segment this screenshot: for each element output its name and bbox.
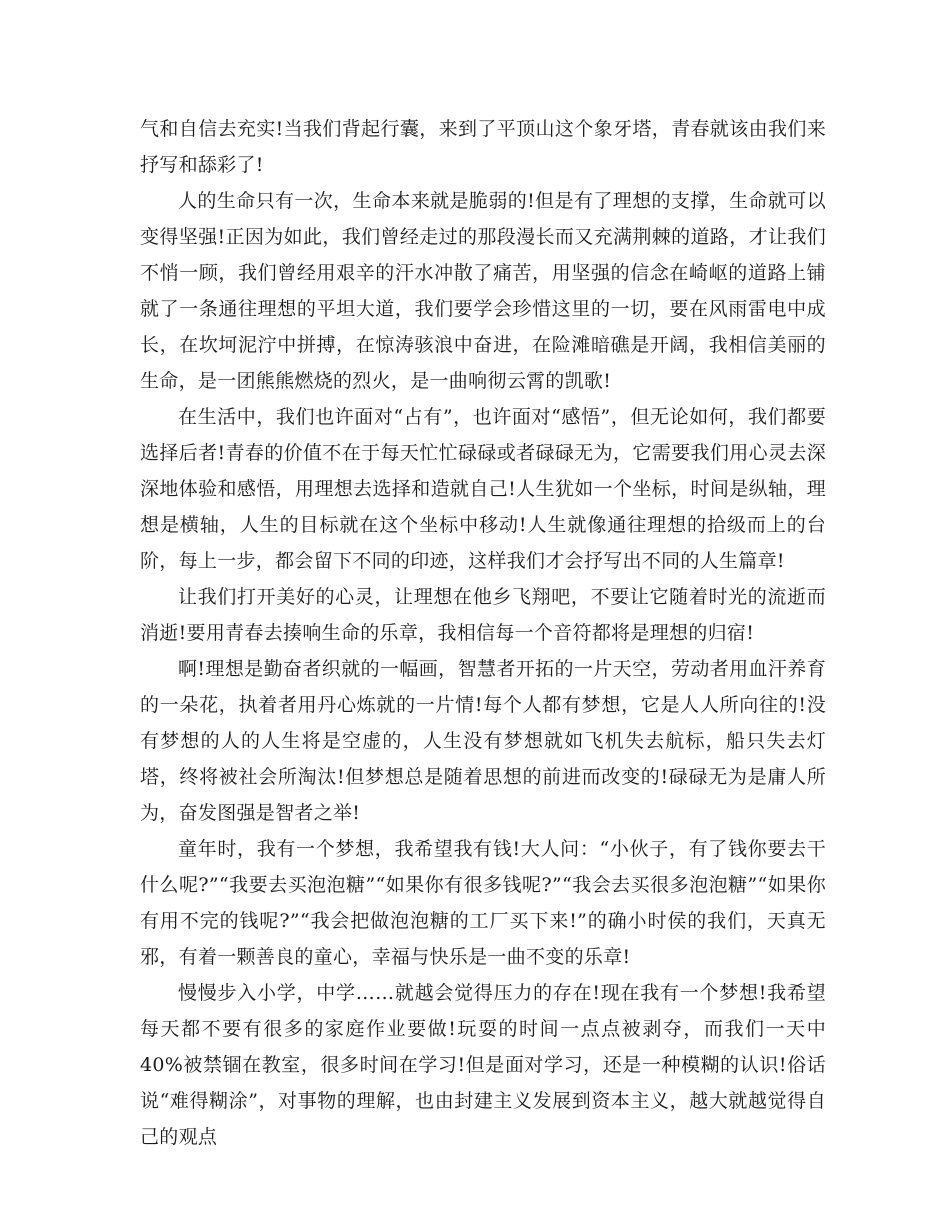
- paragraph-5: 啊!理想是勤奋者织就的一幅画，智慧者开拓的一片天空，劳动者用血汗养育的一朵花，执着者用丹心炼就的一片情!每个人都有梦想，它是人人所向往的!没有梦想的人的人生将是空虚的，人生没有梦想就如飞机失去航标，船只失去灯塔，终将被社会所淘汰!但梦想总是随着思想的前进而改变的!碌碌无为是庸人所为，奋发图强是智者之举!: [140, 658, 826, 824]
- paragraph-2: 人的生命只有一次，生命本来就是脆弱的!但是有了理想的支撑，生命就可以变得坚强!正因为如此，我们曾经走过的那段漫长而又充满荆棘的道路，才让我们不悄一顾，我们曾经用艰辛的汗水冲散了痛苦，用坚强的信念在崎岖的道路上铺就了一条通往理想的平坦大道，我们要学会珍惜这里的一切，要在风雨雷电中成长，在坎坷泥泞中拼搏，在惊涛骇浪中奋进，在险滩暗礁是开阔，我相信美丽的生命，是一团熊熊燃烧的烈火，是一曲响彻云霄的凯歌!: [140, 190, 826, 392]
- paragraph-6: 童年时，我有一个梦想，我希望我有钱!大人问：“小伙子，有了钱你要去干什么呢?”“我要去买泡泡糖”“如果你有很多钱呢?”“我会去买很多泡泡糖”“如果你有用不完的钱呢?”“我会把做泡泡糖的工厂买下来!”的确小时侯的我们，天真无邪，有着一颗善良的童心，幸福与快乐是一曲不变的乐章!: [140, 838, 826, 968]
- paragraph-4: 让我们打开美好的心灵，让理想在他乡飞翔吧，不要让它随着时光的流逝而消逝!要用青春去揍响生命的乐章，我相信每一个音符都将是理想的归宿!: [140, 586, 826, 644]
- paragraph-3: 在生活中，我们也许面对“占有”，也许面对“感悟”，但无论如何，我们都要选择后者!青春的价值不在于每天忙忙碌碌或者碌碌无为，它需要我们用心灵去深深地体验和感悟，用理想去选择和造就自己!人生犹如一个坐标，时间是纵轴，理想是横轴，人生的目标就在这个坐标中移动!人生就像通往理想的拾级而上的台阶，每上一步，都会留下不同的印迹，这样我们才会抒写出不同的人生篇章!: [140, 406, 826, 572]
- paragraph-7: 慢慢步入小学，中学……就越会觉得压力的存在!现在我有一个梦想!我希望每天都不要有很多的家庭作业要做!玩耍的时间一点点被剥夺，而我们一天中 40%被禁锢在教室，很多时间在学习!但是面对学习，还是一种模糊的认识!俗话说“难得糊涂”，对事物的理解，也由封建主义发展到资本主义，越大就越觉得自己的观点: [140, 982, 826, 1148]
- paragraph-1: 气和自信去充实!当我们背起行囊，来到了平顶山这个象牙塔，青春就该由我们来抒写和舔彩了!: [140, 118, 826, 176]
- body-text: [140, 111, 826, 1155]
